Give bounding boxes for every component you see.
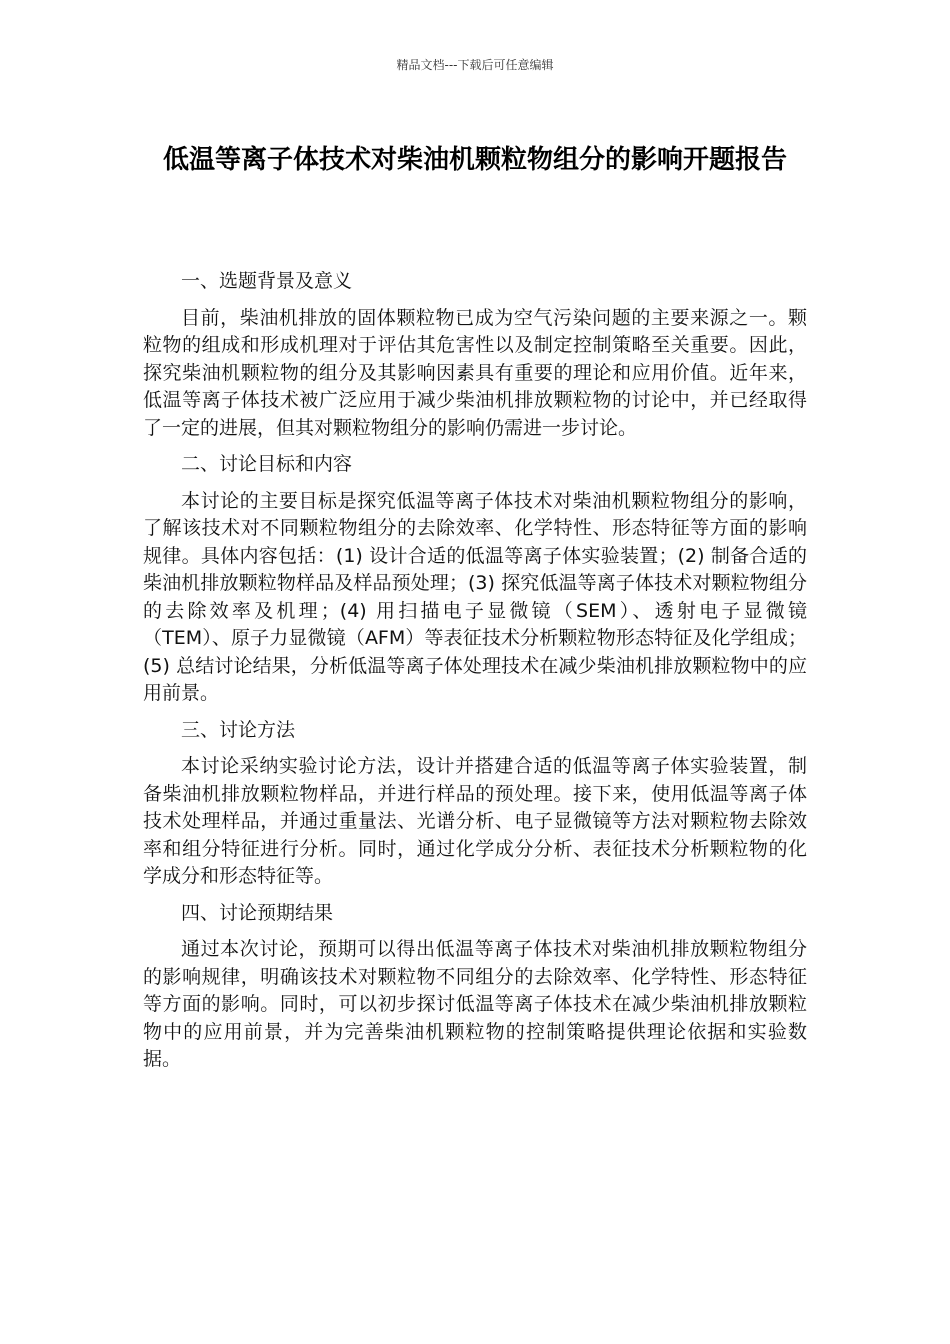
document-title: 低温等离子体技术对柴油机颗粒物组分的影响开题报告 <box>162 145 787 175</box>
section-paragraph-methods: 本讨论采纳实验讨论方法，设计并搭建合适的低温等离子体实验装置，制备柴油机排放颗粒物样品，并进行样品的预处理。接下来，使用低温等离子体技术处理样品，并通过重量法、光谱分析、电子显微镜等方法对颗粒物去除效率和组分特征进行分析。同时，通过化学成分分析、表征技术分析颗粒物的化学成分和形态特征等。 <box>143 755 807 887</box>
section-paragraph-objectives: 本讨论的主要目标是探究低温等离子体技术对柴油机颗粒物组分的影响，了解该技术对不同颗粒物组分的去除效率、化学特性、形态特征等方面的影响规律。具体内容包括：(1) 设计合适的低温等离子体实验装置；(2) 制备合适的柴油机排放颗粒物样品及样品预处理；(3) 探究低温等离子体技术对颗粒物组分的去除效率及机理；(4) 用扫描电子显微镜（SEM）、透射电子显微镜（TEM）、原子力显微镜（AFM）等表征技术分析颗粒物形态特征及化学组成；(5) 总结讨论结果，分析低温等离子体处理技术在减少柴油机排放颗粒物中的应用前景。 <box>143 489 807 704</box>
section-paragraph-expected-results: 通过本次讨论，预期可以得出低温等离子体技术对柴油机排放颗粒物组分的影响规律，明确该技术对颗粒物不同组分的去除效率、化学特性、形态特征等方面的影响。同时，可以初步探讨低温等离子体技术在减少柴油机排放颗粒物中的应用前景，并为完善柴油机颗粒物的控制策略提供理论依据和实验数据。 <box>143 938 807 1070</box>
section-heading-background: 一、选题背景及意义 <box>181 270 353 292</box>
section-heading-objectives: 二、讨论目标和内容 <box>181 453 353 475</box>
section-heading-expected-results: 四、讨论预期结果 <box>181 901 334 924</box>
header-note: 精品文档---下载后可任意编辑 <box>396 58 554 72</box>
section-paragraph-background: 目前，柴油机排放的固体颗粒物已成为空气污染问题的主要来源之一。颗粒物的组成和形成机理对于评估其危害性以及制定控制策略至关重要。因此，探究柴油机颗粒物的组分及其影响因素具有重要的理论和应用价值。近年来，低温等离子体技术被广泛应用于减少柴油机排放颗粒物的讨论中，并已经取得了一定的进展，但其对颗粒物组分的影响仍需进一步讨论。 <box>143 306 807 439</box>
document-body <box>143 268 807 1083</box>
section-heading-methods: 三、讨论方法 <box>181 718 296 741</box>
